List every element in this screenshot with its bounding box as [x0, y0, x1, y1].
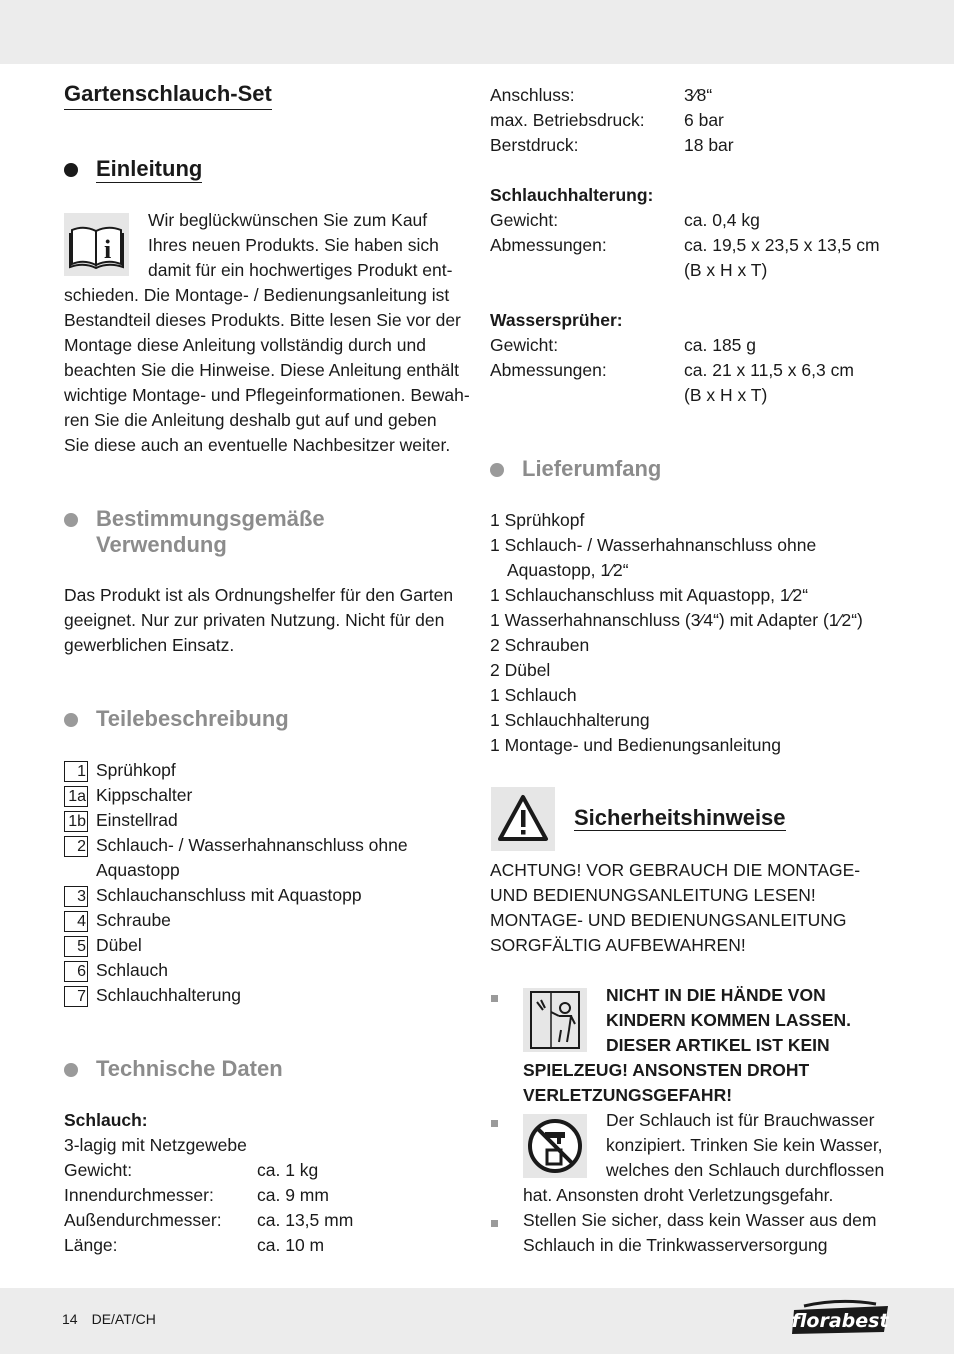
wasser-line: konzipiert. Trinken Sie kein Wasser,: [606, 1135, 883, 1155]
part-label: Einstellrad: [96, 810, 178, 830]
part-label: Schlauchanschluss mit Aquastopp: [96, 885, 362, 905]
warning-line: UND BEDIENUNGSANLEITUNG LESEN!: [490, 885, 816, 905]
spec-key: Abmessungen:: [490, 235, 607, 255]
spec-key: Abmessungen:: [490, 360, 607, 380]
part-label: Schlauch- / Wasserhahnanschluss ohne: [96, 835, 408, 855]
spec-key: Länge:: [64, 1235, 118, 1255]
spec-key: Außendurchmesser:: [64, 1210, 222, 1230]
spec-group-label: Schlauch:: [64, 1110, 148, 1130]
text-line: ren Sie die Anleitung deshalb gut auf und geben: [64, 410, 437, 430]
kinder-line: NICHT IN DIE HÄNDE VON: [606, 985, 826, 1005]
bullet-dot-icon: [64, 163, 78, 177]
spec-value: ca. 21 x 11,5 x 6,3 cm: [684, 360, 854, 380]
trink-line: Stellen Sie sicher, dass kein Wasser aus dem: [523, 1210, 877, 1230]
part-number-box: 1a: [64, 786, 88, 807]
part-label: Sprühkopf: [96, 760, 176, 780]
page-number: 14: [62, 1311, 78, 1327]
svg-text:i: i: [104, 235, 112, 264]
bullet-dot-icon: [64, 513, 78, 527]
info-book-icon: [64, 213, 129, 276]
bullet-square-icon: [491, 995, 498, 1002]
top-band: [0, 0, 954, 64]
bullet-square-icon: [491, 1220, 498, 1227]
spec-subtitle: 3-lagig mit Netzgewebe: [64, 1135, 247, 1155]
bullet-square-icon: [491, 1120, 498, 1127]
warning-line: MONTAGE- UND BEDIENUNGSANLEITUNG: [490, 910, 847, 930]
wasser-line: hat. Ansonsten droht Verletzungsgefahr.: [523, 1185, 834, 1205]
trink-line: Schlauch in die Trinkwasserversorgung: [523, 1235, 828, 1255]
spec-group-label: Wassersprüher:: [490, 310, 623, 330]
list-item: 1 Sprühkopf: [490, 510, 585, 530]
text-line: Montage diese Anleitung vollständig durch und: [64, 335, 426, 355]
text-line: Ihres neuen Produkts. Sie haben sich: [148, 235, 439, 255]
text-line: damit für ein hochwertiges Produkt ent-: [148, 260, 453, 280]
kinder-line: KINDERN KOMMEN LASSEN.: [606, 1010, 852, 1030]
spec-key: Gewicht:: [490, 210, 559, 230]
part-label: Schraube: [96, 910, 171, 930]
part-number-box: 1: [64, 761, 88, 782]
text-line: Bestandteil dieses Produkts. Bitte lesen Sie vor der: [64, 310, 461, 330]
part-number-box: 5: [64, 936, 88, 957]
section-heading: Einleitung: [96, 156, 203, 181]
spec-value: 18 bar: [684, 135, 734, 155]
warning-triangle-icon: [491, 787, 555, 851]
child-warning-icon: [523, 988, 587, 1052]
list-item: 2 Dübel: [490, 660, 551, 680]
part-label-cont: Aquastopp: [96, 860, 180, 880]
section-heading: Teilebeschreibung: [96, 706, 289, 731]
spec-value: ca. 9 mm: [257, 1185, 329, 1205]
part-number-box: 1b: [64, 811, 88, 832]
text-line: gewerblichen Einsatz.: [64, 635, 235, 655]
kinder-line: VERLETZUNGSGEFAHR!: [523, 1085, 733, 1105]
part-number-box: 2: [64, 836, 88, 857]
spec-value: 3⁄8“: [684, 85, 713, 105]
text-line: wichtige Montage- und Pflegeinformationen. Bewah-: [64, 385, 470, 405]
text-line: geeignet. Nur zur privaten Nutzung. Nicht für den: [64, 610, 445, 630]
spec-key: Gewicht:: [64, 1160, 133, 1180]
spec-value: ca. 13,5 mm: [257, 1210, 354, 1230]
spec-key: Gewicht:: [490, 335, 559, 355]
part-label: Kippschalter: [96, 785, 193, 805]
list-item: 1 Wasserhahnanschluss (3⁄4“) mit Adapter (1⁄2“): [490, 610, 863, 630]
spec-key: Innendurchmesser:: [64, 1185, 214, 1205]
bullet-dot-icon: [64, 1063, 78, 1077]
spec-value: ca. 0,4 kg: [684, 210, 760, 230]
wasser-line: Der Schlauch ist für Brauchwasser: [606, 1110, 875, 1130]
text-line: beachten Sie die Hinweise. Diese Anleitung enthält: [64, 360, 459, 380]
warning-line: ACHTUNG! VOR GEBRAUCH DIE MONTAGE-: [490, 860, 861, 880]
list-item: 1 Schlauch- / Wasserhahnanschluss ohne: [490, 535, 817, 555]
part-label: Dübel: [96, 935, 142, 955]
section-heading-sicherheit: [574, 804, 786, 832]
logo-text: florabest: [791, 1310, 889, 1332]
spec-group-label: Schlauchhalterung:: [490, 185, 654, 205]
list-item: 1 Schlauch: [490, 685, 577, 705]
text-line: schieden. Die Montage- / Bedienungsanleitung ist: [64, 285, 450, 305]
wasser-line: welches den Schlauch durchflossen: [606, 1160, 885, 1180]
florabest-logo: [790, 1296, 890, 1341]
part-label: Schlauchhalterung: [96, 985, 241, 1005]
part-number-box: 4: [64, 911, 88, 932]
spec-key: max. Betriebsdruck:: [490, 110, 645, 130]
footer-page-info: [62, 1311, 170, 1327]
section-heading: Technische Daten: [96, 1056, 283, 1081]
list-item: 1 Schlauchanschluss mit Aquastopp, 1⁄2“: [490, 585, 809, 605]
part-label: Schlauch: [96, 960, 168, 980]
spec-value: ca. 1 kg: [257, 1160, 319, 1180]
part-number-box: 7: [64, 986, 88, 1007]
part-number-box: 6: [64, 961, 88, 982]
page-title: Gartenschlauch-Set: [64, 80, 272, 110]
spec-value: 6 bar: [684, 110, 724, 130]
section-heading: Bestimmungsgemäße: [96, 506, 325, 531]
spec-value: ca. 185 g: [684, 335, 756, 355]
warning-line: SORGFÄLTIG AUFBEWAHREN!: [490, 935, 746, 955]
spec-value: (B x H x T): [684, 385, 768, 405]
spec-value: (B x H x T): [684, 260, 768, 280]
kinder-line: DIESER ARTIKEL IST KEIN: [606, 1035, 830, 1055]
spec-value: ca. 10 m: [257, 1235, 325, 1255]
text-line: Sie diese auch an eventuelle Nachbesitzer weiter.: [64, 435, 451, 455]
section-heading-line2: Verwendung: [96, 532, 227, 557]
bullet-dot-icon: [64, 713, 78, 727]
text-line: Das Produkt ist als Ordnungshelfer für den Garten: [64, 585, 454, 605]
spec-key: Anschluss:: [490, 85, 575, 105]
list-item: 1 Montage- und Bedienungsanleitung: [490, 735, 781, 755]
region-code: DE/AT/CH: [91, 1311, 156, 1327]
no-drinking-water-icon: [523, 1114, 587, 1178]
section-heading: Sicherheitshinweise: [574, 805, 786, 830]
section-heading: Lieferumfang: [522, 456, 662, 481]
text-line: Wir beglückwünschen Sie zum Kauf: [148, 210, 428, 230]
spec-value: ca. 19,5 x 23,5 x 13,5 cm: [684, 235, 880, 255]
part-number-box: 3: [64, 886, 88, 907]
list-item: 2 Schrauben: [490, 635, 590, 655]
list-item: 1 Schlauchhalterung: [490, 710, 650, 730]
list-item-cont: Aquastopp, 1⁄2“: [507, 560, 629, 580]
spec-key: Berstdruck:: [490, 135, 579, 155]
kinder-line: SPIELZEUG! ANSONSTEN DROHT: [523, 1060, 810, 1080]
bullet-dot-icon: [490, 463, 504, 477]
